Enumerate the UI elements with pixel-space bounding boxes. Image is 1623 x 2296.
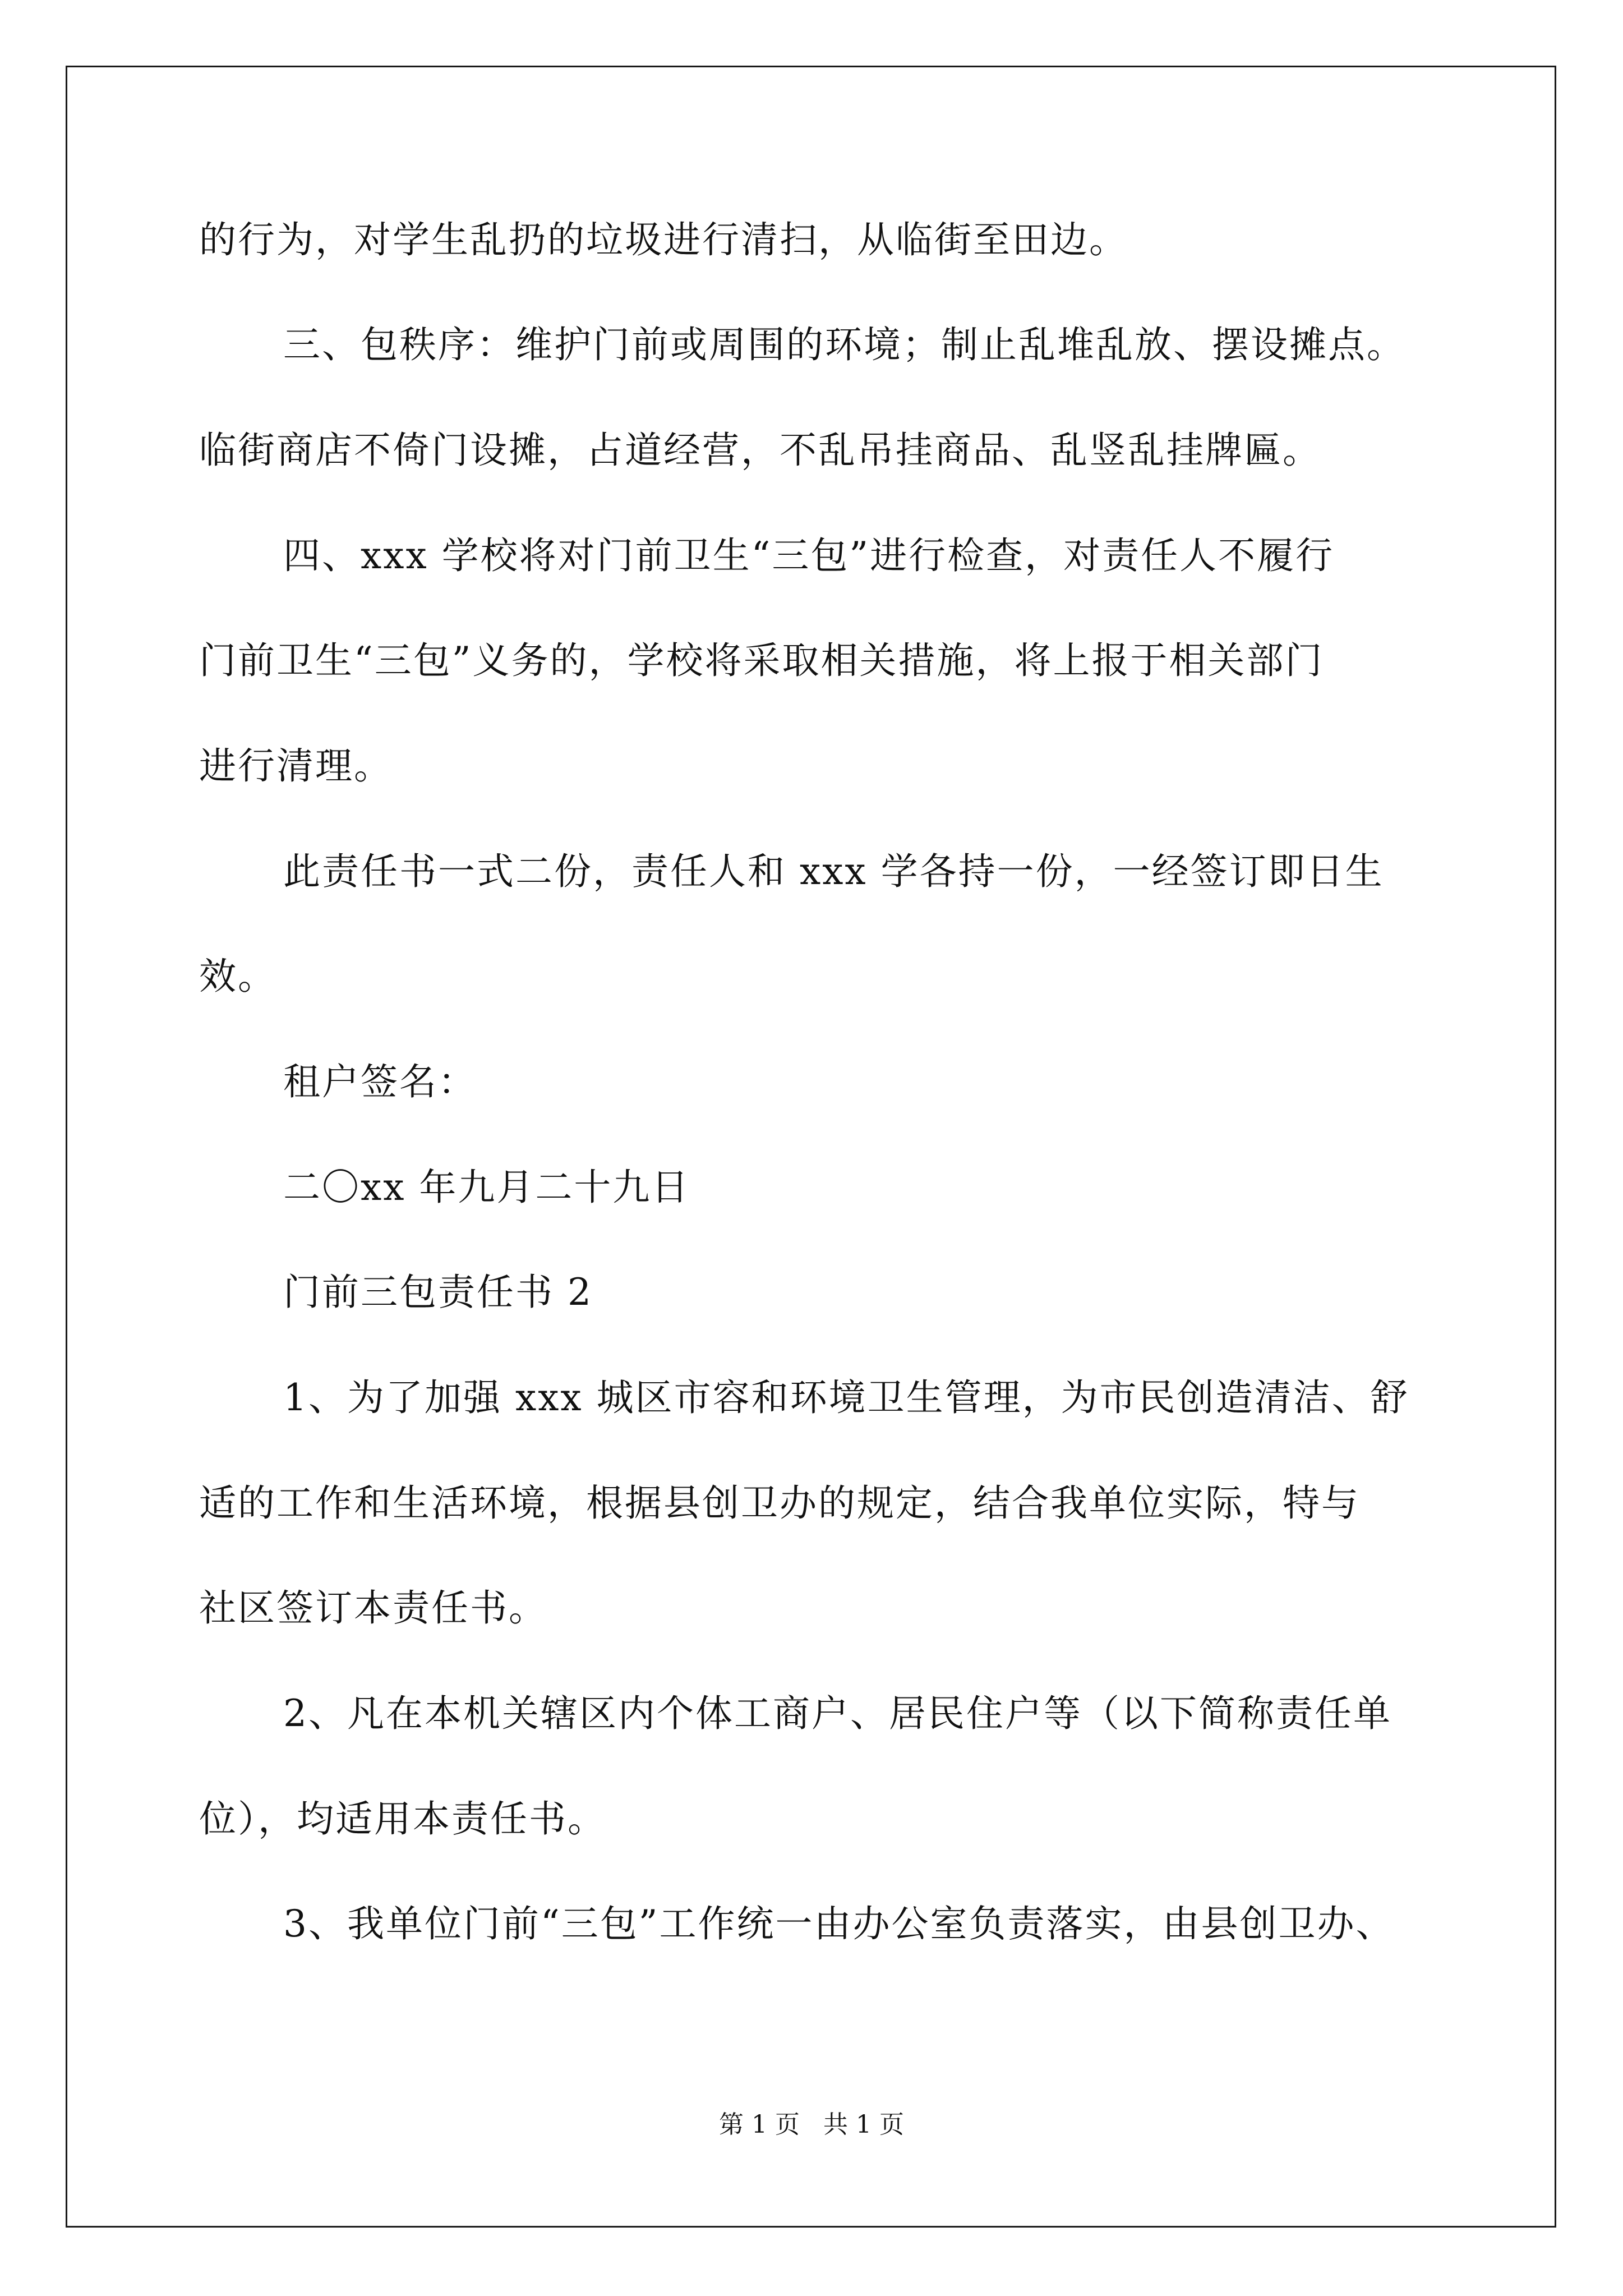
- body-line: 三、包秩序：维护门前或周围的环境；制止乱堆乱放、摆设摊点。: [283, 323, 1405, 366]
- body-line: 2、凡在本机关辖区内个体工商户、居民住户等（以下简称责任单: [283, 1692, 1392, 1735]
- body-line: 效。: [199, 955, 276, 998]
- body-line: 适的工作和生活环境，根据县创卫办的规定，结合我单位实际，特与: [199, 1481, 1360, 1525]
- body-line: 临街商店不倚门设摊，占道经营，不乱吊挂商品、乱竖乱挂牌匾。: [199, 429, 1321, 472]
- body-line: 社区签订本责任书。: [199, 1586, 547, 1630]
- body-line: 3、我单位门前“三包”工作统一由办公室负责落实，由县创卫办、: [283, 1902, 1395, 1945]
- body-line: 的行为，对学生乱扔的垃圾进行清扫，从临街至田边。: [199, 218, 1128, 261]
- body-line: 位），均适用本责任书。: [199, 1797, 606, 1841]
- page-number-footer: 第 1 页 共 1 页: [719, 2110, 904, 2139]
- tenant-signature-label: 租户签名：: [283, 1060, 477, 1103]
- section-title: 门前三包责任书 2: [283, 1271, 593, 1314]
- body-line: 1、为了加强 xxx 城区市容和环境卫生管理，为市民创造清洁、舒: [283, 1376, 1409, 1419]
- body-line: 四、xxx 学校将对门前卫生“三包”进行检查，对责任人不履行: [283, 534, 1335, 577]
- date-line: 二〇xx 年九月二十九日: [283, 1166, 690, 1209]
- body-line: 门前卫生“三包”义务的，学校将采取相关措施，将上报于相关部门: [199, 639, 1324, 682]
- body-line: 此责任书一式二份，责任人和 xxx 学各持一份，一经签订即日生: [283, 850, 1384, 893]
- body-line: 进行清理。: [199, 744, 393, 788]
